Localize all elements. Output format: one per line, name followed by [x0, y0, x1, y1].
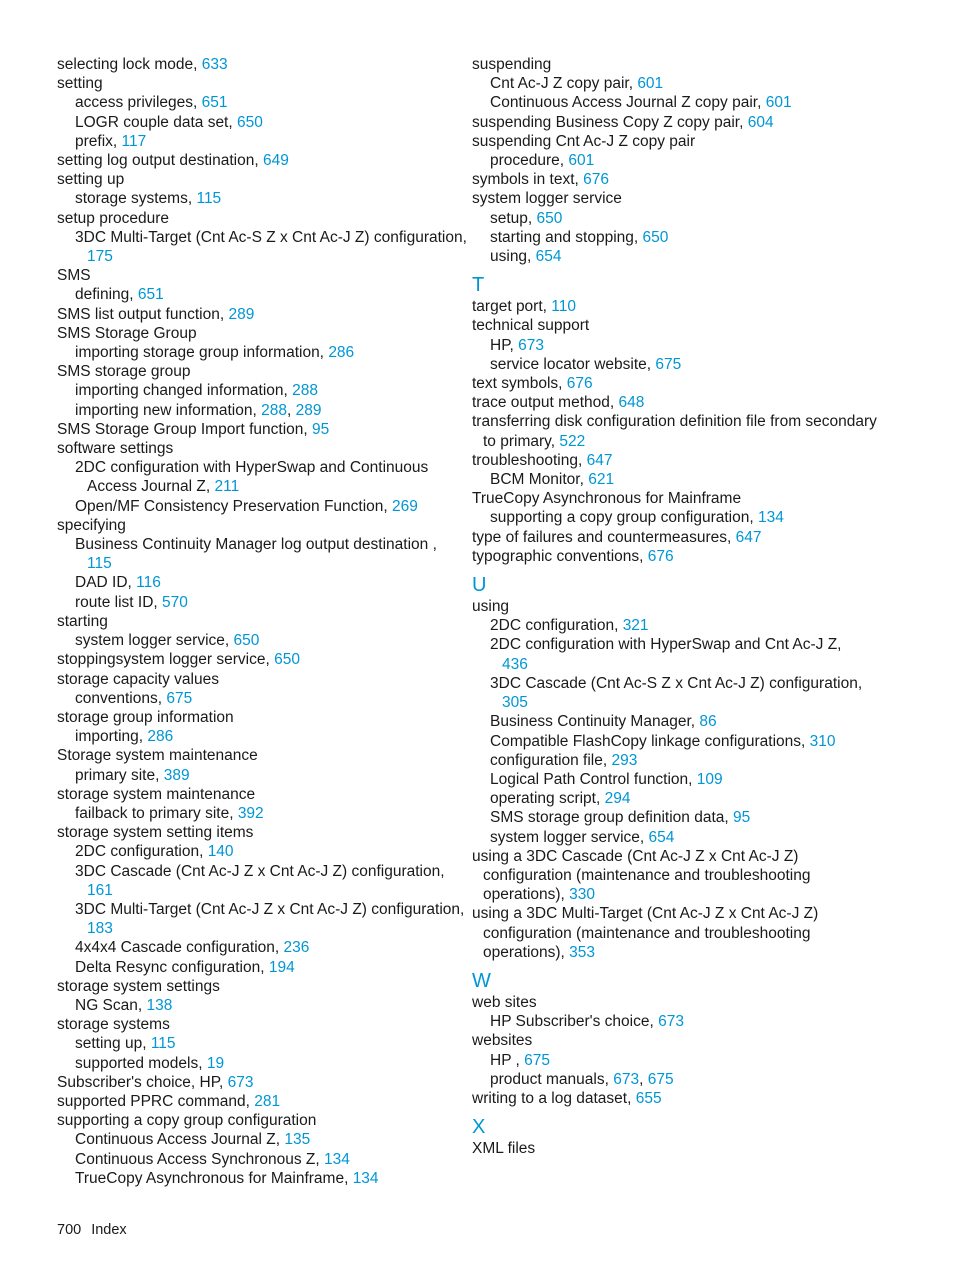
index-entry	[57, 74, 452, 93]
index-entry	[57, 1073, 452, 1092]
index-term: supported models,	[75, 1054, 207, 1072]
index-entry	[57, 381, 452, 400]
index-entry	[472, 828, 892, 847]
index-entry	[57, 1015, 452, 1034]
index-term: Logical Path Control function,	[490, 770, 697, 788]
page-link[interactable]: 654	[648, 828, 675, 846]
index-term: Business Continuity Manager log output destination ,	[75, 536, 437, 554]
page-link[interactable]: 286	[147, 728, 174, 746]
page-link[interactable]: 649	[262, 152, 289, 170]
page-link[interactable]: 281	[254, 1092, 281, 1110]
index-term: stoppingsystem logger service,	[57, 651, 275, 669]
index-entry	[472, 655, 892, 674]
index-entry	[472, 616, 892, 635]
index-entry	[57, 113, 452, 132]
index-term: specifying	[57, 516, 126, 534]
page-link[interactable]: 673	[658, 1013, 684, 1031]
index-term: suspending Business Copy Z copy pair,	[472, 113, 748, 131]
index-term: importing changed information,	[75, 382, 293, 400]
page-link[interactable]: 673	[518, 336, 545, 354]
index-entry	[472, 1012, 892, 1031]
index-term: 4x4x4 Cascade configuration,	[75, 939, 284, 957]
index-entry	[57, 727, 452, 746]
page-link[interactable]: 211	[214, 478, 240, 496]
index-entry	[472, 597, 892, 616]
page-link[interactable]: 288	[292, 382, 318, 400]
index-term: supporting a copy group configuration	[57, 1112, 317, 1130]
index-entry	[57, 458, 452, 477]
page-link[interactable]: 183	[87, 920, 113, 938]
page-link[interactable]: 134	[757, 509, 784, 527]
index-entry	[472, 1089, 892, 1108]
page-link[interactable]: 601	[765, 94, 792, 112]
index-term: system logger service,	[75, 632, 234, 650]
index-term: 2DC configuration with HyperSwap and Cnt Ac-J Z,	[490, 636, 842, 654]
index-term: storage capacity values	[57, 670, 219, 688]
index-entry	[472, 113, 892, 132]
index-entry	[57, 631, 452, 650]
index-term: setup,	[490, 209, 537, 227]
index-term: 3DC Cascade (Cnt Ac-S Z x Cnt Ac-J Z) configuration,	[490, 674, 863, 692]
page-link[interactable]: 633	[201, 56, 228, 73]
page-link[interactable]: 289	[295, 401, 322, 419]
index-entry	[57, 900, 465, 919]
index-term: symbols in text,	[472, 171, 584, 189]
page-link[interactable]: 134	[324, 1150, 350, 1168]
index-entry	[472, 789, 892, 808]
page-link[interactable]: 115	[87, 555, 112, 573]
index-entry	[57, 324, 452, 343]
index-entry	[57, 189, 452, 208]
page-footer	[57, 1222, 137, 1238]
page-link[interactable]: 134	[352, 1169, 379, 1187]
page-link[interactable]: 115	[196, 190, 222, 208]
index-entry	[57, 1150, 452, 1169]
page-link[interactable]: 236	[283, 939, 310, 957]
index-term: 3DC Multi-Target (Cnt Ac-J Z x Cnt Ac-J Z) configuration,	[75, 900, 465, 918]
index-term: prefix,	[75, 132, 122, 150]
index-entry	[57, 1034, 452, 1053]
index-entry	[472, 808, 892, 827]
index-term: typographic conventions,	[472, 547, 648, 565]
page-link[interactable]: 116	[136, 574, 161, 592]
index-term: TrueCopy Asynchronous for Mainframe,	[75, 1169, 353, 1187]
index-term: SMS Storage Group	[57, 324, 197, 342]
index-term: SMS list output function,	[57, 305, 229, 323]
page-separator: ,	[639, 1070, 648, 1088]
index-term: defining,	[75, 286, 138, 304]
index-term: to primary,	[483, 432, 560, 450]
index-term: 2DC configuration with HyperSwap and Continuous	[75, 459, 429, 477]
index-term: setting up	[57, 171, 125, 189]
index-entry	[57, 1130, 452, 1149]
index-term: using a 3DC Cascade (Cnt Ac-J Z x Cnt Ac-J Z)	[472, 847, 799, 865]
index-entry	[57, 862, 452, 881]
index-term: system logger service	[472, 190, 622, 208]
index-term: BCM Monitor,	[490, 471, 589, 489]
index-entry	[57, 132, 452, 151]
page-link[interactable]: 140	[207, 843, 234, 861]
index-term: operations),	[483, 943, 570, 961]
index-entry	[472, 489, 892, 508]
page-link[interactable]: 95	[312, 420, 330, 438]
page-link[interactable]: 654	[535, 248, 562, 266]
index-term: storage system settings	[57, 977, 220, 995]
page-link[interactable]: 650	[233, 632, 260, 650]
footer-section-title: Index	[91, 1222, 127, 1238]
index-entry	[472, 693, 892, 712]
index-entry	[472, 866, 892, 885]
page-link[interactable]: 109	[696, 770, 723, 788]
index-term: setting log output destination,	[57, 152, 263, 170]
page-link[interactable]: 95	[732, 809, 751, 827]
index-entry	[472, 189, 892, 208]
page-link[interactable]: 175	[87, 248, 113, 266]
page-link[interactable]: 673	[227, 1073, 254, 1091]
index-letter-heading: X	[472, 1116, 486, 1139]
page-link[interactable]: 675	[166, 689, 193, 707]
index-term: procedure,	[490, 152, 569, 170]
index-term: NG Scan,	[75, 996, 147, 1014]
page-link[interactable]: 269	[392, 497, 418, 515]
page-link[interactable]: 650	[274, 651, 300, 669]
page-link[interactable]: 436	[502, 655, 528, 673]
index-entry	[57, 766, 452, 785]
page-separator: ,	[286, 401, 296, 419]
index-term: Subscriber's choice, HP,	[57, 1073, 228, 1091]
index-column-left	[57, 55, 467, 1188]
index-term: starting and stopping,	[490, 228, 643, 246]
index-entry	[57, 1111, 452, 1130]
page-link[interactable]: 676	[583, 171, 609, 189]
index-term: Cnt Ac-J Z copy pair,	[490, 75, 638, 93]
footer-page-number: 700	[57, 1222, 82, 1238]
index-term: transferring disk configuration definition file from secondary	[472, 413, 877, 431]
index-term: websites	[472, 1032, 533, 1050]
index-term: Access Journal Z,	[87, 478, 215, 496]
index-term: 3DC Multi-Target (Cnt Ac-S Z x Cnt Ac-J Z) configuration,	[75, 228, 467, 246]
index-entry	[472, 885, 892, 904]
page-link[interactable]: 353	[569, 943, 596, 961]
index-entry	[57, 285, 452, 304]
page-link[interactable]: 161	[87, 881, 113, 899]
page-link[interactable]: 135	[284, 1131, 311, 1149]
page-link[interactable]: 621	[588, 471, 615, 489]
page-link[interactable]: 138	[146, 996, 173, 1014]
index-term: SMS	[57, 267, 91, 285]
index-entry	[472, 93, 892, 112]
index-entry	[472, 132, 892, 151]
index-column-right	[472, 55, 892, 1158]
index-term: setting	[57, 75, 103, 93]
page-link[interactable]: 392	[237, 804, 264, 822]
index-term: troubleshooting,	[472, 451, 587, 469]
index-entry	[57, 266, 452, 285]
index-term: importing,	[75, 728, 148, 746]
index-letter-heading: U	[472, 574, 487, 597]
page-link[interactable]: 330	[569, 886, 596, 904]
index-entry	[57, 477, 452, 496]
index-entry	[57, 823, 452, 842]
index-entry	[57, 439, 452, 458]
index-term: system logger service,	[490, 828, 649, 846]
page-link[interactable]: 647	[586, 451, 613, 469]
index-term: Storage system maintenance	[57, 747, 258, 765]
page-link[interactable]: 650	[642, 228, 669, 246]
page-link[interactable]: 650	[236, 113, 263, 131]
index-term: configuration (maintenance and troubleshooting	[483, 866, 811, 884]
index-term: storage group information	[57, 708, 234, 726]
index-term: selecting lock mode,	[57, 56, 202, 73]
index-term: Continuous Access Journal Z copy pair,	[490, 94, 766, 112]
index-entry	[472, 904, 892, 923]
index-entry	[57, 305, 452, 324]
page-link[interactable]: 675	[524, 1051, 551, 1069]
index-term: using a 3DC Multi-Target (Cnt Ac-J Z x Cnt Ac-J Z)	[472, 905, 819, 923]
index-entry	[472, 732, 892, 751]
page-link[interactable]: 286	[328, 344, 355, 362]
index-term: technical support	[472, 317, 590, 335]
index-entry	[472, 770, 892, 789]
index-entry	[472, 74, 892, 93]
index-term: configuration (maintenance and troubleshooting	[483, 924, 811, 942]
index-entry	[472, 635, 892, 654]
index-term: 2DC configuration,	[75, 843, 208, 861]
index-entry	[472, 228, 892, 247]
index-entry	[472, 297, 892, 316]
index-entry	[57, 689, 452, 708]
index-entry	[57, 881, 452, 900]
index-entry	[57, 842, 452, 861]
index-term: storage systems	[57, 1016, 170, 1034]
index-entry	[57, 93, 452, 112]
index-term: target port,	[472, 298, 552, 316]
index-term: XML files	[472, 1140, 536, 1158]
index-entry	[472, 528, 892, 547]
index-entry	[472, 943, 892, 962]
index-entry	[472, 924, 892, 943]
index-entry	[57, 746, 452, 765]
index-term: service locator website,	[490, 355, 656, 373]
index-term: configuration file,	[490, 751, 612, 769]
page-link[interactable]: 655	[635, 1089, 662, 1107]
index-entry	[57, 228, 467, 247]
index-entry	[472, 247, 892, 266]
page-link[interactable]: 294	[604, 790, 631, 808]
index-entry	[472, 547, 892, 566]
page-link[interactable]: 321	[622, 617, 649, 635]
index-entry	[472, 151, 892, 170]
index-term: supporting a copy group configuration,	[490, 509, 758, 527]
index-term: Compatible FlashCopy linkage configurations,	[490, 732, 810, 750]
index-entry	[57, 670, 452, 689]
index-entry	[57, 593, 452, 612]
index-entry	[472, 712, 892, 731]
index-term: storage systems,	[75, 190, 197, 208]
index-term: operations),	[483, 886, 570, 904]
index-entry	[57, 573, 452, 592]
index-term: setting up,	[75, 1035, 151, 1053]
page-link[interactable]: 650	[536, 209, 563, 227]
page-link[interactable]: 117	[121, 132, 147, 150]
index-term: web sites	[472, 993, 537, 1011]
index-entry	[57, 612, 452, 631]
index-entry	[57, 650, 452, 669]
index-entry	[57, 420, 452, 439]
page-link[interactable]: 19	[206, 1054, 225, 1072]
page-link[interactable]: 310	[809, 732, 836, 750]
index-term: HP Subscriber's choice,	[490, 1013, 659, 1031]
index-term: Continuous Access Journal Z,	[75, 1131, 285, 1149]
index-entry	[57, 170, 452, 189]
index-entry	[472, 355, 892, 374]
page-link[interactable]: 288	[261, 401, 287, 419]
index-entry	[472, 316, 892, 335]
page-link[interactable]: 673	[613, 1070, 640, 1088]
index-term: using,	[490, 248, 536, 266]
index-term: HP ,	[490, 1051, 525, 1069]
index-entry	[472, 993, 892, 1012]
index-entry	[472, 374, 892, 393]
index-term: supported PPRC command,	[57, 1092, 255, 1110]
page-link[interactable]: 293	[611, 751, 638, 769]
index-entry	[472, 451, 892, 470]
index-term: operating script,	[490, 790, 605, 808]
index-term: Continuous Access Synchronous Z,	[75, 1150, 324, 1168]
index-entry	[472, 336, 892, 355]
index-entry	[57, 708, 452, 727]
index-entry	[472, 412, 892, 431]
index-term: route list ID,	[75, 593, 162, 611]
page-link[interactable]: 522	[559, 432, 586, 450]
index-term: Delta Resync configuration,	[75, 958, 269, 976]
index-term: type of failures and countermeasures,	[472, 528, 736, 546]
index-term: starting	[57, 612, 108, 630]
index-term: primary site,	[75, 766, 164, 784]
index-entry	[57, 785, 452, 804]
index-term: LOGR couple data set,	[75, 113, 237, 131]
index-entry	[57, 362, 452, 381]
index-entry	[57, 977, 452, 996]
index-entry	[57, 1092, 452, 1111]
index-entry	[472, 1139, 892, 1158]
index-term: conventions,	[75, 689, 167, 707]
index-entry	[57, 343, 452, 362]
index-entry	[472, 674, 892, 693]
index-term: 3DC Cascade (Cnt Ac-J Z x Cnt Ac-J Z) configuration,	[75, 862, 445, 880]
page-link[interactable]: 289	[228, 305, 255, 323]
index-entry	[57, 1169, 452, 1188]
index-entry	[57, 209, 452, 228]
page-link[interactable]: 651	[137, 286, 164, 304]
index-term: writing to a log dataset,	[472, 1089, 636, 1107]
page-link[interactable]: 601	[637, 75, 664, 93]
page-link[interactable]: 389	[163, 766, 190, 784]
page-link[interactable]: 675	[655, 355, 682, 373]
index-term: access privileges,	[75, 94, 202, 112]
index-letter-heading: T	[472, 274, 485, 297]
index-entry	[472, 1070, 892, 1089]
index-term: Business Continuity Manager,	[490, 713, 700, 731]
page-link[interactable]: 647	[735, 528, 762, 546]
page-link[interactable]: 648	[618, 394, 645, 412]
page-link[interactable]: 601	[568, 152, 595, 170]
index-entry	[57, 554, 452, 573]
index-term: SMS storage group	[57, 363, 191, 381]
index-term: Open/MF Consistency Preservation Function,	[75, 497, 393, 515]
index-entry	[57, 535, 452, 554]
index-term: failback to primary site,	[75, 804, 238, 822]
page-link[interactable]: 676	[566, 375, 593, 393]
index-term: TrueCopy Asynchronous for Mainframe	[472, 490, 742, 508]
index-term: using	[472, 598, 510, 616]
page-link[interactable]: 305	[502, 694, 528, 712]
index-entry	[472, 209, 892, 228]
index-entry	[57, 401, 452, 420]
index-entry	[57, 55, 452, 74]
index-entry	[472, 847, 892, 866]
index-term: importing new information,	[75, 401, 262, 419]
index-entry	[57, 497, 452, 516]
page-link[interactable]: 676	[647, 547, 674, 565]
page-link[interactable]: 115	[150, 1035, 176, 1053]
index-term: text symbols,	[472, 375, 567, 393]
index-term: DAD ID,	[75, 574, 137, 592]
index-term: importing storage group information,	[75, 344, 329, 362]
index-term: SMS Storage Group Import function,	[57, 420, 313, 438]
page-link[interactable]: 604	[747, 113, 774, 131]
index-entry	[57, 516, 452, 535]
index-letter-heading: W	[472, 969, 491, 992]
index-entry	[57, 996, 452, 1015]
index-entry	[57, 247, 452, 266]
index-term: suspending Cnt Ac-J Z copy pair	[472, 132, 696, 150]
index-term: trace output method,	[472, 394, 619, 412]
index-entry	[57, 804, 452, 823]
index-term: SMS storage group definition data,	[490, 809, 733, 827]
index-term: 2DC configuration,	[490, 617, 623, 635]
index-entry	[57, 1054, 452, 1073]
page-link[interactable]: 570	[162, 593, 188, 611]
page-link[interactable]: 675	[647, 1070, 674, 1088]
index-term: suspending	[472, 56, 552, 73]
page-link[interactable]: 86	[699, 713, 717, 731]
index-entry	[472, 751, 892, 770]
index-entry	[57, 919, 452, 938]
index-entry	[472, 393, 892, 412]
page-link[interactable]: 194	[268, 958, 295, 976]
index-entry	[57, 938, 452, 957]
page-link[interactable]: 651	[201, 94, 228, 112]
index-term: product manuals,	[490, 1070, 614, 1088]
index-term: storage system setting items	[57, 824, 254, 842]
index-term: storage system maintenance	[57, 785, 256, 803]
index-entry	[472, 55, 892, 74]
index-term: software settings	[57, 440, 174, 458]
index-entry	[472, 170, 892, 189]
index-entry	[57, 151, 452, 170]
index-entry	[472, 1051, 892, 1070]
index-entry	[472, 1031, 892, 1050]
page-link[interactable]: 110	[551, 298, 576, 316]
index-entry	[57, 958, 452, 977]
index-term: setup procedure	[57, 209, 170, 227]
index-entry	[472, 508, 892, 527]
index-entry	[472, 470, 892, 489]
index-entry	[472, 432, 892, 451]
index-term: HP,	[490, 336, 519, 354]
